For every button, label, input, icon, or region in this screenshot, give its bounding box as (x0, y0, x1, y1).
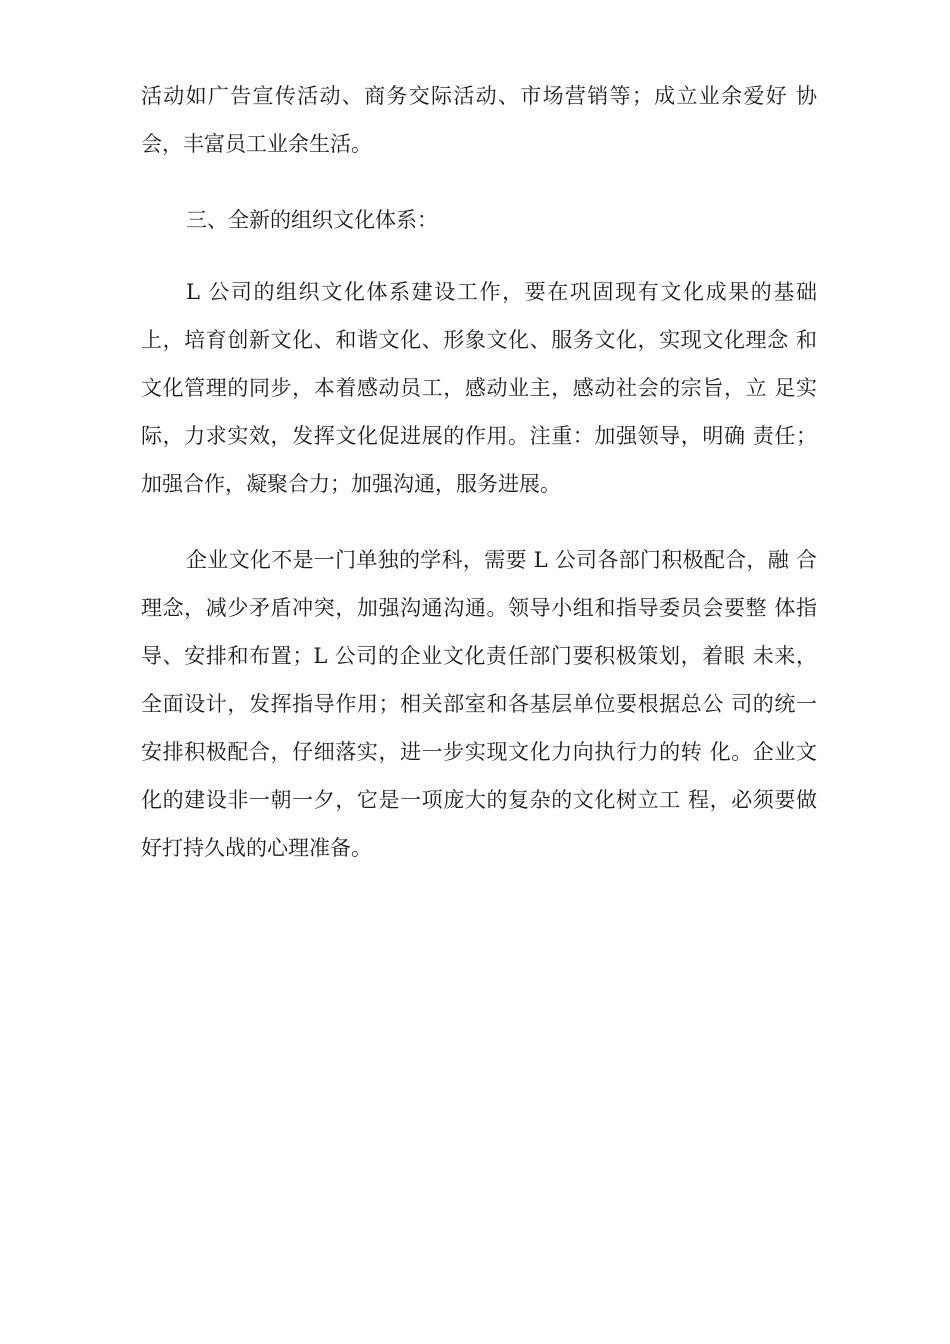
text-line: 企业文化不是一门单独的学科，需要 L 公司各部门积极配合，融 合 (186, 548, 817, 572)
document-body (141, 72, 817, 872)
section-heading: 三、全新的组织文化体系： (186, 208, 438, 232)
text-line: 加强合作，凝聚合力；加强沟通，服务进展。 (141, 472, 561, 496)
text-line: 活动如广告宣传活动、商务交际活动、市场营销等；成立业余爱好 协 (141, 84, 817, 108)
text-line: 上，培育创新文化、和谐文化、形象文化、服务文化，实现文化理念 和 (141, 328, 817, 352)
paragraph-spacer (141, 508, 817, 536)
text-line: 全面设计，发挥指导作用；相关部室和各基层单位要根据总公 司的统一 (141, 692, 817, 716)
paragraph-spacer (141, 244, 817, 268)
text-line: L 公司的组织文化体系建设工作，要在巩固现有文化成果的基础 (186, 280, 817, 304)
text-line: 导、安排和布置；L 公司的企业文化责任部门要积极策划，着眼 未来， (141, 644, 817, 668)
text-line: 文化管理的同步，本着感动员工，感动业主，感动社会的宗旨，立 足实 (141, 376, 817, 400)
paragraph-2 (141, 268, 817, 508)
paragraph-1 (141, 72, 817, 168)
text-line: 化的建设非一朝一夕，它是一项庞大的复杂的文化树立工 程，必须要做 (141, 788, 817, 812)
paragraph-spacer (141, 168, 817, 196)
text-line: 际，力求实效，发挥文化促进展的作用。注重：加强领导，明确 责任； (141, 424, 817, 448)
text-line: 安排积极配合，仔细落实，进一步实现文化力向执行力的转 化。企业文 (141, 740, 817, 764)
text-line: 好打持久战的心理准备。 (141, 836, 372, 860)
paragraph-3 (141, 536, 817, 872)
text-line: 会，丰富员工业余生活。 (141, 132, 372, 156)
text-line: 理念，减少矛盾冲突，加强沟通沟通。领导小组和指导委员会要整 体指 (141, 596, 817, 620)
